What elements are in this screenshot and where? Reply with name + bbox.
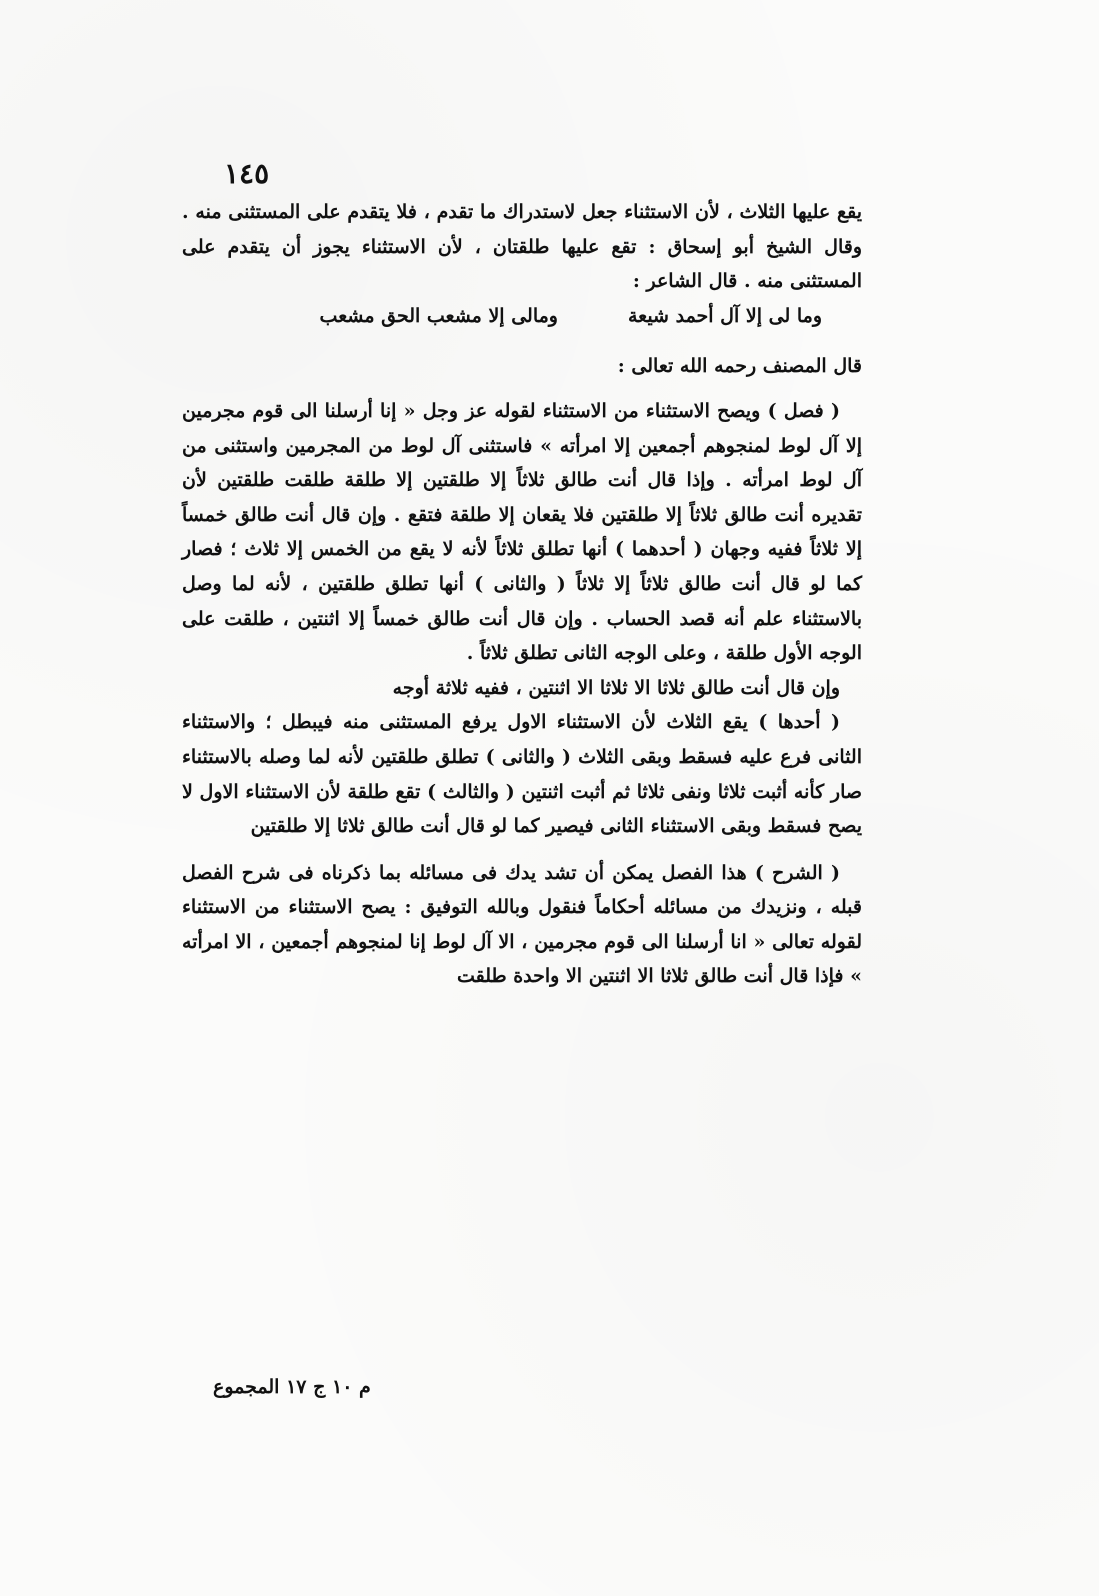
paragraph-gap	[182, 844, 862, 856]
verse-hemistich-right: وما لى إلا آل أحمد شيعة	[627, 304, 822, 327]
page-number: ١٤٥	[224, 157, 270, 190]
paragraph-5: ( الشرح ) هذا الفصل يمكن أن تشد يدك فى مسائله بما ذكرناه فى شرح الفصل قبله ، ونزيدك من مسائله أحكاماً فنقول وبالله التوفيق : يصح الاستثناء من الاستثناء لقوله تعالى « انا أرسلنا الى قوم مجرمين ، الا آل لوط إنا لمنجوهم أجمعين ، الا امرأته » فإذا قال أنت طالق ثلاثا الا اثنتين الا واحدة طلقت	[182, 861, 862, 988]
page-footer-signature: م ١٠ ج ١٧ المجموع	[213, 1376, 371, 1398]
paragraph-1: يقع عليها الثلاث ، لأن الاستثناء جعل لاستدراك ما تقدم ، فلا يتقدم على المستثنى منه . وقال الشيخ أبو إسحاق : تقع عليها طلقتان ، لأن الاستثناء يجوز أن يتقدم على المستثنى منه . قال الشاعر :	[182, 201, 862, 293]
paragraph-4: ( أحدها ) يقع الثلاث لأن الاستثناء الاول يرفع المستثنى منه فيبطل ؛ والاستثناء الثانى فرع عليه فسقط وبقى الثلاث ( والثانى ) تطلق طلقتين لأنه لما وصله بالاستثناء صار كأنه أثبت ثلاثا ونفى ثلاثا ثم أثبت اثنتين ( والثالث ) تقع طلقة لأن الاستثناء الاول لا يصح فسقط وبقى الاستثناء الثانى فيصير كما لو قال أنت طالق ثلاثا إلا طلقتين	[182, 711, 862, 838]
poetry-verse	[182, 299, 862, 334]
main-text-column	[182, 195, 862, 994]
verse-hemistich-left: ومالى إلا مشعب الحق مشعب	[319, 304, 558, 327]
section-heading: قال المصنف رحمه الله تعالى :	[617, 355, 862, 378]
paragraph-3: وإن قال أنت طالق ثلاثا الا ثلاثا الا اثنتين ، ففيه ثلاثة أوجه	[392, 676, 840, 699]
paragraph-2: ( فصل ) ويصح الاستثناء من الاستثناء لقوله عز وجل « إنا أرسلنا الى قوم مجرمين إلا آل لوط لمنجوهم أجمعين إلا امرأته » فاستثنى آل لوط من المجرمين واستثنى من آل لوط امرأته . وإذا قال أنت طالق ثلاثاً إلا طلقتين إلا طلقة طلقت طلقتين لأن تقديره أنت طالق ثلاثاً إلا طلقتين فلا يقعان إلا طلقة فتقع . وإن قال أنت طالق خمساً إلا ثلاثاً ففيه وجهان ( أحدهما ) أنها تطلق ثلاثاً لأنه لا يقع من الخمس إلا ثلاث ؛ فصار كما لو قال أنت طالق ثلاثاً إلا ثلاثاً ( والثانى ) أنها تطلق طلقتين ، لأنه لما وصل بالاستثناء علم أنه قصد الحساب . وإن قال أنت طالق خمساً إلا اثنتين ، طلقت على الوجه الأول طلقة ، وعلى الوجه الثانى تطلق ثلاثاً .	[182, 399, 862, 665]
